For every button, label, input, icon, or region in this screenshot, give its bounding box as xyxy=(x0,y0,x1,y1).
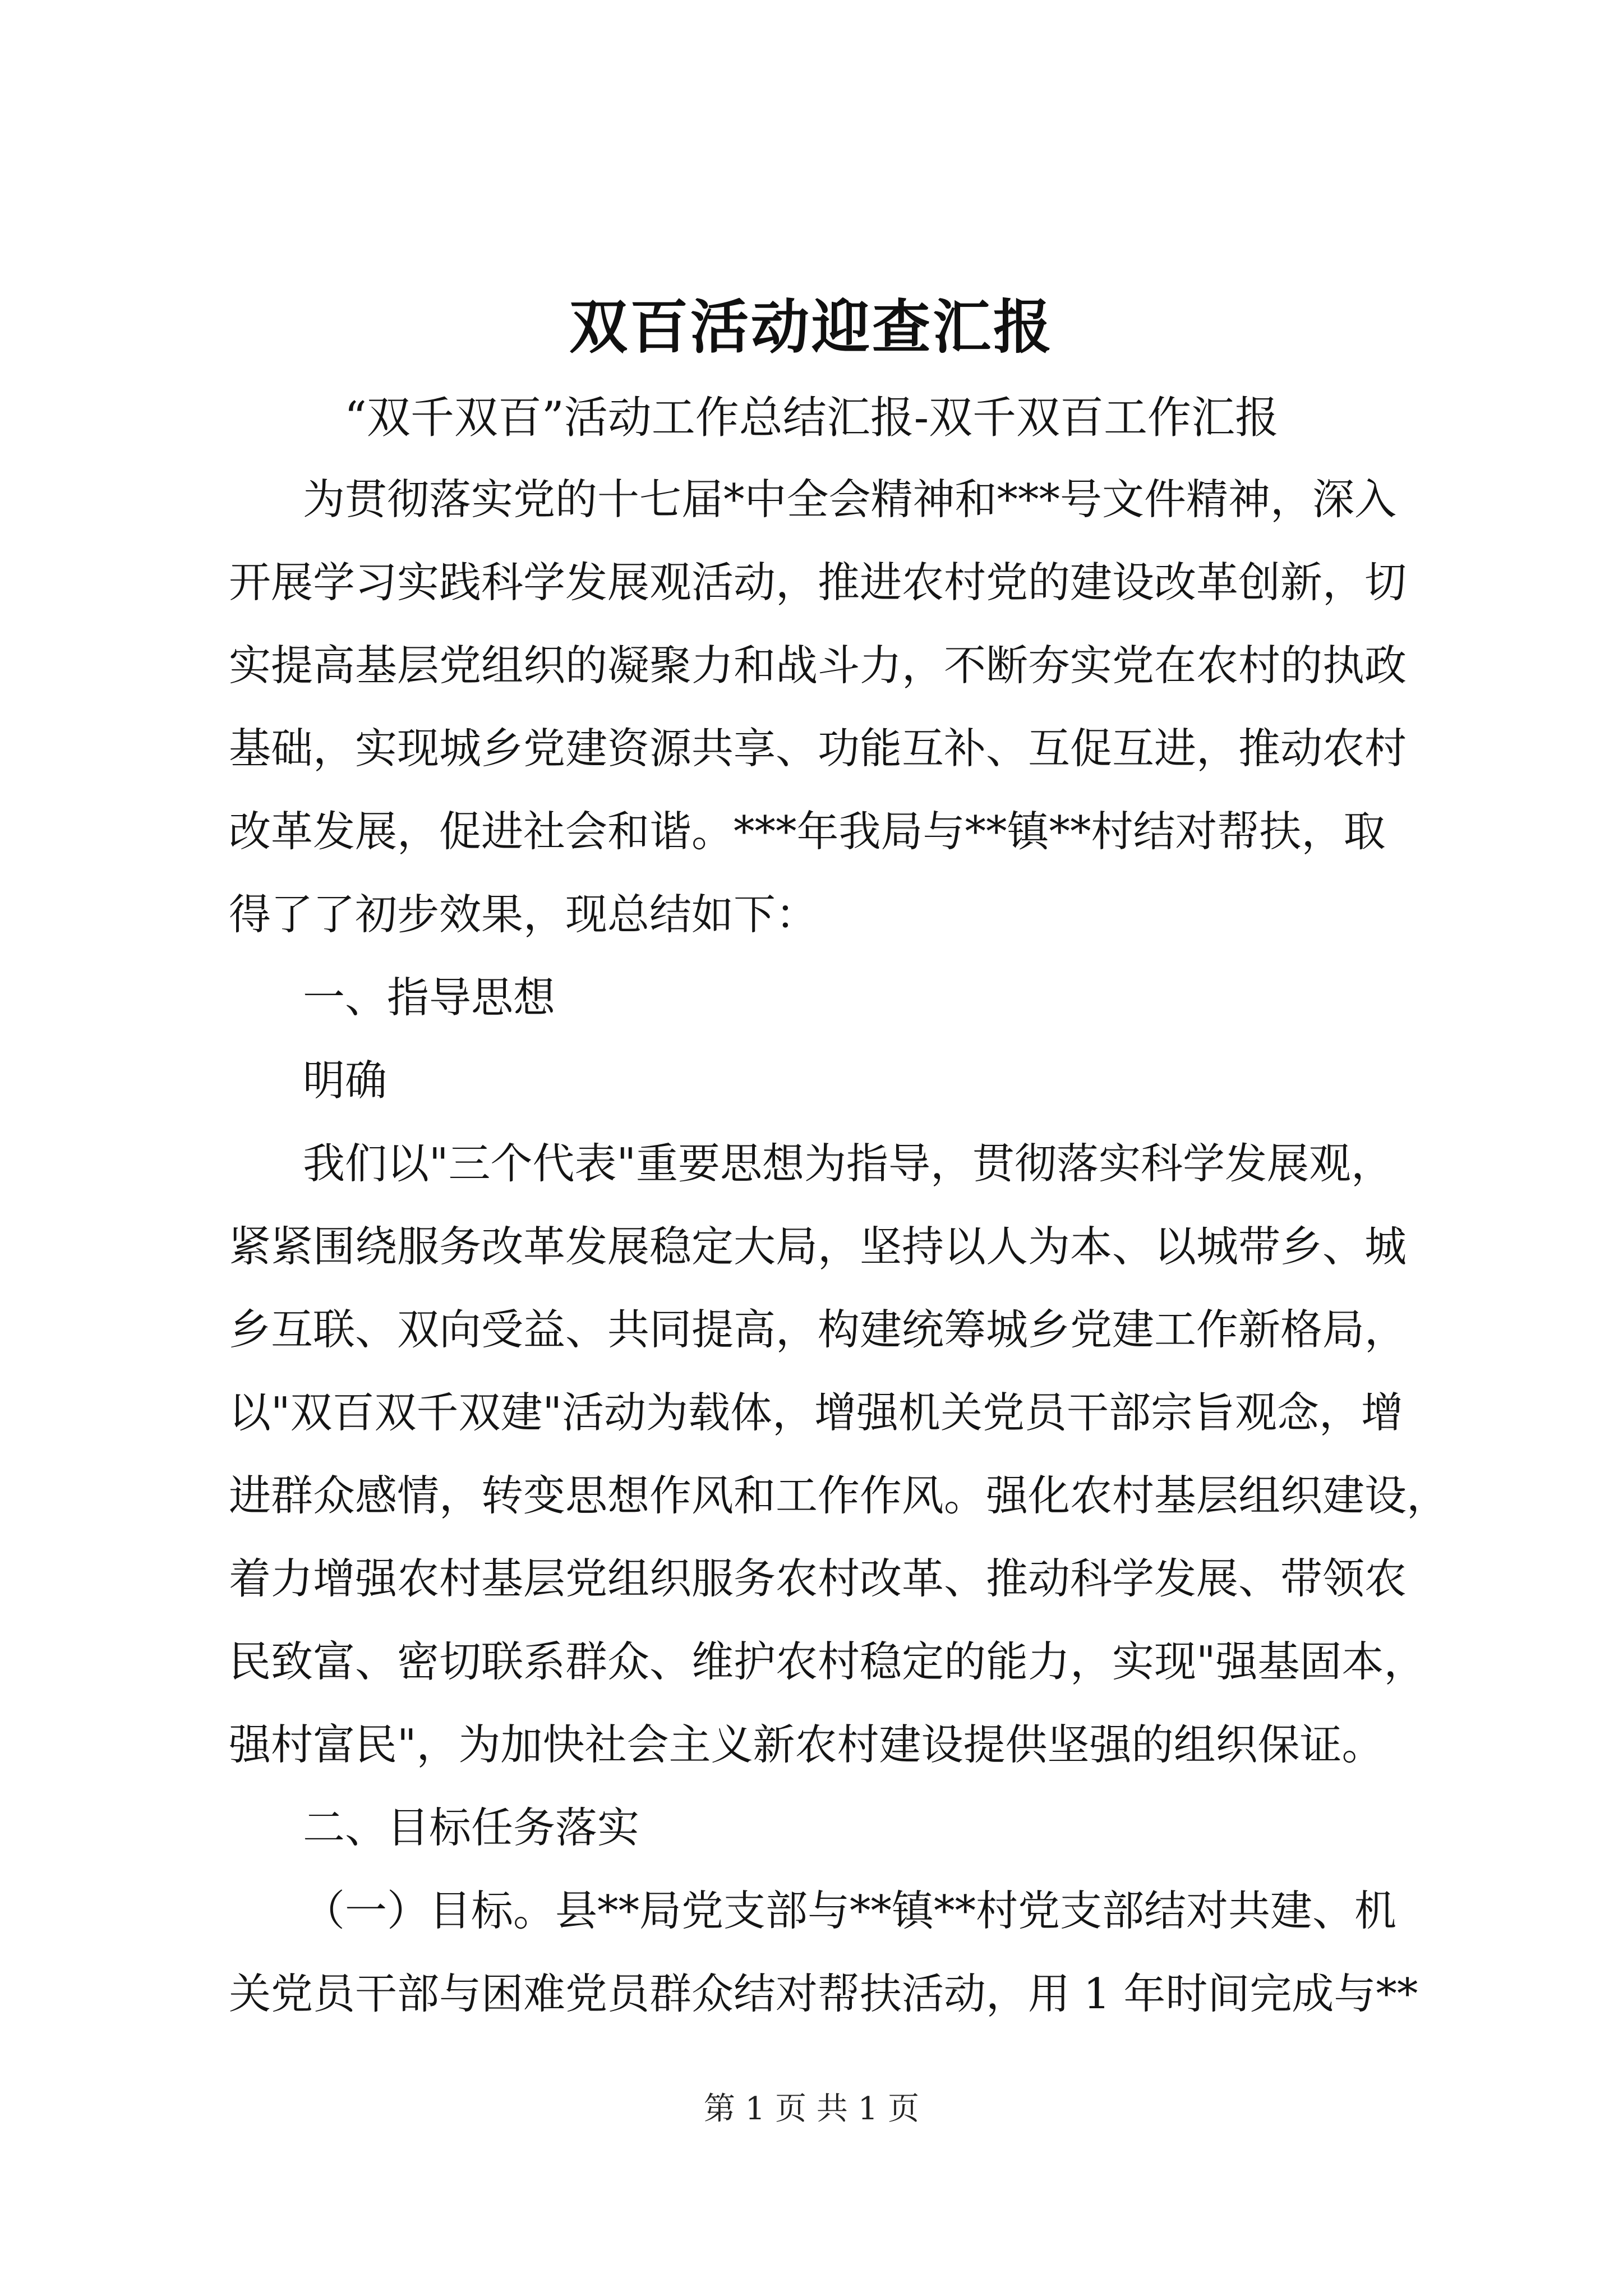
section-heading: 一、指导思想 xyxy=(303,973,556,1022)
paragraph-line: 得了了初步效果，现总结如下： xyxy=(229,890,818,939)
section-heading: 二、目标任务落实 xyxy=(303,1803,640,1852)
paragraph-line: 为贯彻落实党的十七届*中全会精神和***号文件精神，深入 xyxy=(303,475,1397,524)
paragraph-line: （一）目标。县**局党支部与**镇**村党支部结对共建、机 xyxy=(303,1886,1397,1935)
paragraph-line: 改革发展，促进社会和谐。***年我局与**镇**村结对帮扶，取 xyxy=(229,807,1386,856)
paragraph-line: 基础，实现城乡党建资源共享、功能互补、互促互进，推动农村 xyxy=(229,724,1407,773)
paragraph-line: 紧紧围绕服务改革发展稳定大局，坚持以人为本、以城带乡、城 xyxy=(229,1222,1407,1271)
paragraph-line: 我们以"三个代表"重要思想为指导，贯彻落实科学发展观， xyxy=(303,1139,1393,1188)
document-title: 双百活动迎查汇报 xyxy=(569,292,1054,361)
page-footer: 第 1 页 共 1 页 xyxy=(703,2091,920,2127)
paragraph-line: 实提高基层党组织的凝聚力和战斗力，不断夯实党在农村的执政 xyxy=(229,641,1407,690)
paragraph-line: 开展学习实践科学发展观活动，推进农村党的建设改革创新，切 xyxy=(229,558,1407,607)
paragraph-line: 进群众感情，转变思想作风和工作作风。强化农村基层组织建设， xyxy=(229,1471,1449,1520)
paragraph-line: 强村富民"，为加快社会主义新农村建设提供坚强的组织保证。 xyxy=(229,1720,1384,1769)
paragraph-line: 以"双百双千双建"活动为载体，增强机关党员干部宗旨观念，增 xyxy=(229,1388,1403,1437)
paragraph-line: 着力增强农村基层党组织服务农村改革、推动科学发展、带领农 xyxy=(229,1554,1407,1603)
document-subtitle: “双千双百”活动工作总结汇报-双千双百工作汇报 xyxy=(344,393,1279,443)
paragraph-line: 乡互联、双向受益、共同提高，构建统筹城乡党建工作新格局， xyxy=(229,1305,1407,1354)
paragraph-line: 明确 xyxy=(303,1056,388,1105)
paragraph-line: 民致富、密切联系群众、维护农村稳定的能力，实现"强基固本， xyxy=(229,1637,1426,1686)
paragraph-line: 关党员干部与困难党员群众结对帮扶活动，用 1 年时间完成与** xyxy=(229,1969,1418,2018)
